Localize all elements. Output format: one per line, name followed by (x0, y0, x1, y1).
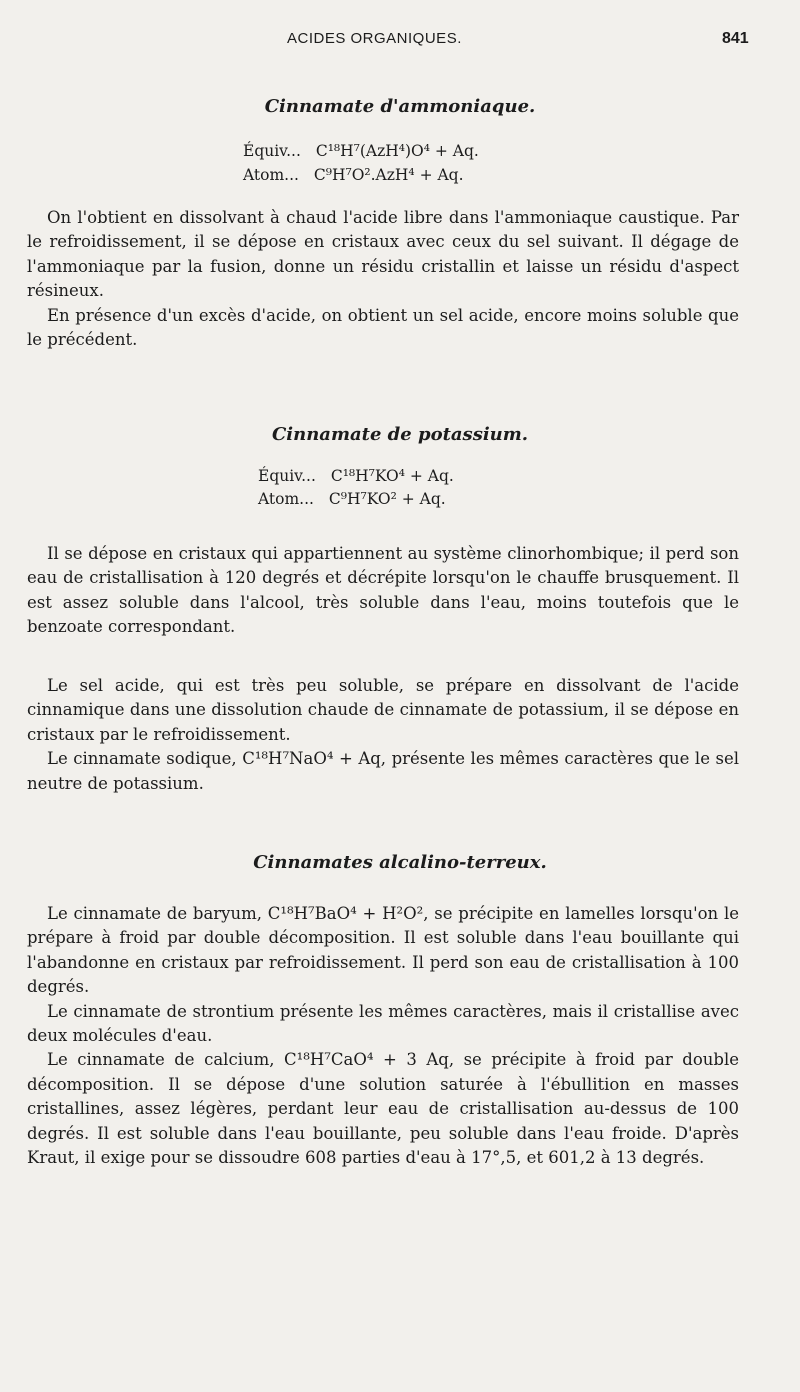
paragraph: Le cinnamate de baryum, C¹⁸H⁷BaO⁴ + H²O², se précipite en lamelles lorsqu'on le prépare à froid par double décomposition. Il est soluble dans l'eau bouillante qui l'abandonne en cristaux par refroidissement. Il perd son eau de cristallisation à 100 degrés. (27, 904, 739, 997)
section-body-ammonium (27, 206, 739, 352)
section-body-alkaline-earth (27, 902, 739, 1170)
paragraph: En présence d'un excès d'acide, on obtient un sel acide, encore moins soluble que le précédent. (27, 305, 739, 350)
formula-label: Équiv... (258, 467, 316, 485)
formula-label: Atom... (243, 166, 299, 184)
formula-atom-ammonium (243, 166, 464, 184)
section-title-ammonium: Cinnamate d'ammoniaque. (264, 96, 536, 117)
formula-value: C¹⁸H⁷(AzH⁴)O⁴ + Aq. (315, 142, 479, 160)
formula-value: C⁹H⁷O².AzH⁴ + Aq. (313, 166, 464, 184)
formula-label: Équiv... (243, 142, 301, 160)
formula-value: C⁹H⁷KO² + Aq. (328, 490, 446, 508)
paragraph: On l'obtient en dissolvant à chaud l'acide libre dans l'ammoniaque caustique. Par le refroidissement, il se dépose en cristaux avec ceux du sel suivant. Il dégage de l'ammoniaque par la fusion, donne un résidu cristallin et laisse un résidu d'aspect résineux. (27, 208, 739, 301)
formula-equiv-ammonium (243, 142, 479, 160)
paragraph: Il se dépose en cristaux qui appartiennent au système clinorhombique; il perd son eau de cristallisation à 120 degrés et décrépite lorsqu'on le chauffe brusquement. Il est assez soluble dans l'alcool, très soluble dans l'eau, moins toutefois que le benzoate correspondant. (27, 544, 739, 637)
running-head (0, 30, 800, 54)
paragraph: Le sel acide, qui est très peu soluble, se prépare en dissolvant de l'acide cinnamique dans une dissolution chaude de cinnamate de potassium, il se dépose en cristaux par le refroidissement. (27, 676, 739, 744)
paragraph: Le cinnamate de calcium, C¹⁸H⁷CaO⁴ + 3 Aq, se précipite à froid par double décomposition. Il se dépose d'une solution saturée à l'ébullition en masses cristallines, assez légères, perdant leur eau de cristallisation au-dessus de 100 degrés. Il est soluble dans l'eau bouillante, peu soluble dans l'eau froide. D'après Kraut, il exige pour se dissoudre 608 parties d'eau à 17°,5, et 601,2 à 13 degrés. (27, 1050, 739, 1168)
paragraph: Le cinnamate de strontium présente les mêmes caractères, mais il cristallise avec deux molécules d'eau. (27, 1001, 739, 1046)
section-body-potassium-2 (27, 674, 739, 796)
running-title: ACIDES ORGANIQUES. (287, 30, 462, 47)
page-number: 841 (722, 30, 749, 47)
formula-equiv-potassium (258, 467, 454, 485)
section-title-alkaline-earth: Cinnamates alcalino-terreux. (253, 852, 547, 873)
paragraph: Le cinnamate sodique, C¹⁸H⁷NaO⁴ + Aq, présente les mêmes caractères que le sel neutre de potassium. (27, 749, 739, 793)
formula-label: Atom... (258, 490, 314, 508)
formula-atom-potassium (258, 490, 446, 508)
section-body-potassium-1 (27, 542, 739, 640)
formula-value: C¹⁸H⁷KO⁴ + Aq. (330, 467, 454, 485)
section-title-potassium: Cinnamate de potassium. (271, 424, 529, 445)
